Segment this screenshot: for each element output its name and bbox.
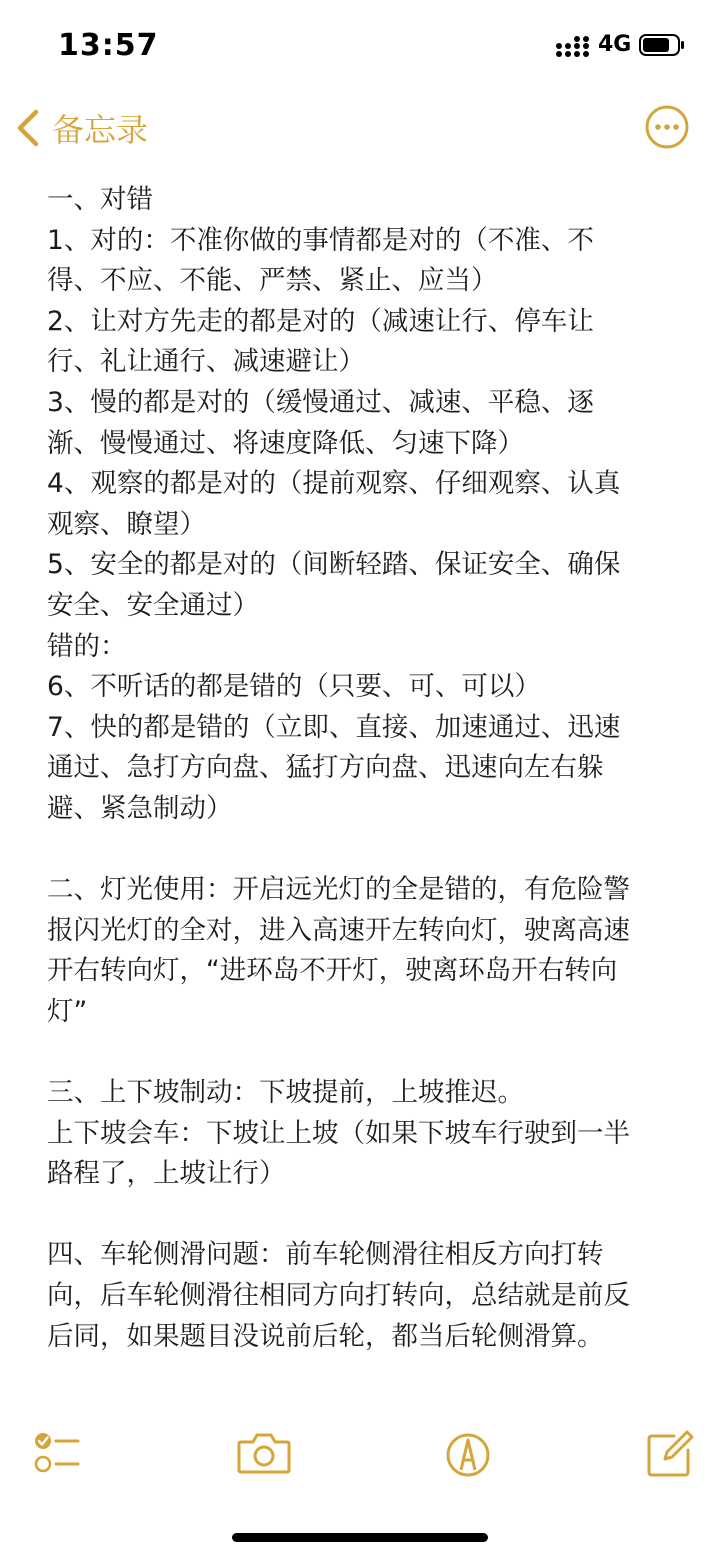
home-indicator[interactable]: [232, 1533, 488, 1542]
bottom-toolbar: [0, 1426, 720, 1486]
status-time: 13:57: [58, 28, 159, 63]
note-line: [47, 1032, 687, 1073]
network-type: 4G: [598, 32, 632, 57]
note-line: 1、对的：不准你做的事情都是对的（不准、不: [47, 224, 594, 256]
note-line: 观察、瞭望）: [47, 508, 206, 540]
note-line: 渐、慢慢通过、将速度降低、匀速下降）: [47, 427, 524, 459]
chevron-left-icon: [14, 108, 42, 148]
note-line: 一、对错: [47, 184, 153, 215]
note-line: 开右转向灯，“进环岛不开灯，驶离环岛开右转向: [47, 955, 618, 987]
back-label: 备忘录: [52, 111, 149, 149]
note-line: 通过、急打方向盘、猛打方向盘、迅速向左右躲: [47, 752, 604, 784]
signal-icon: [556, 36, 590, 58]
checklist-icon[interactable]: [32, 1426, 86, 1480]
status-bar: [0, 0, 720, 90]
note-line: [47, 1195, 687, 1236]
markup-pen-icon[interactable]: [441, 1426, 495, 1480]
note-body[interactable]: [47, 180, 687, 1357]
note-line: [47, 830, 687, 871]
back-button[interactable]: [14, 104, 148, 152]
note-line: 上下坡会车：下坡让上坡（如果下坡车行驶到一半: [47, 1117, 630, 1149]
battery-icon: [639, 34, 685, 56]
note-line: 得、不应、不能、严禁、紧止、应当）: [47, 265, 498, 297]
nav-bar: [0, 96, 720, 160]
note-line: 行、礼让通行、减速避让）: [47, 346, 365, 378]
note-line: 6、不听话的都是错的（只要、可、可以）: [47, 671, 541, 703]
note-line: 7、快的都是错的（立即、直接、加速通过、迅速: [47, 711, 621, 743]
camera-icon[interactable]: [236, 1426, 292, 1480]
note-line: 安全、安全通过）: [47, 589, 259, 621]
note-line: 报闪光灯的全对，进入高速开左转向灯，驶离高速: [47, 914, 630, 946]
note-line: 2、让对方先走的都是对的（减速让行、停车让: [47, 305, 594, 337]
note-line: 4、观察的都是对的（提前观察、仔细观察、认真: [47, 468, 621, 500]
note-line: 路程了，上坡让行）: [47, 1158, 286, 1190]
note-line: 避、紧急制动）: [47, 792, 233, 824]
note-line: 5、安全的都是对的（间断轻踏、保证安全、确保: [47, 549, 621, 581]
note-line: 后同，如果题目没说前后轮，都当后轮侧滑算。: [47, 1320, 604, 1352]
note-line: 3、慢的都是对的（缓慢通过、减速、平稳、逐: [47, 386, 594, 418]
more-icon[interactable]: [644, 104, 690, 150]
note-line: 向，后车轮侧滑往相同方向打转向，总结就是前反: [47, 1280, 630, 1312]
note-line: 二、灯光使用：开启远光灯的全是错的，有危险警: [47, 874, 630, 906]
note-line: 三、上下坡制动：下坡提前，上坡推迟。: [47, 1077, 524, 1109]
compose-icon[interactable]: [644, 1426, 698, 1480]
note-line: 四、车轮侧滑问题：前车轮侧滑往相反方向打转: [47, 1239, 604, 1271]
note-line: 灯”: [47, 995, 88, 1027]
note-line: 错的：: [47, 630, 127, 662]
